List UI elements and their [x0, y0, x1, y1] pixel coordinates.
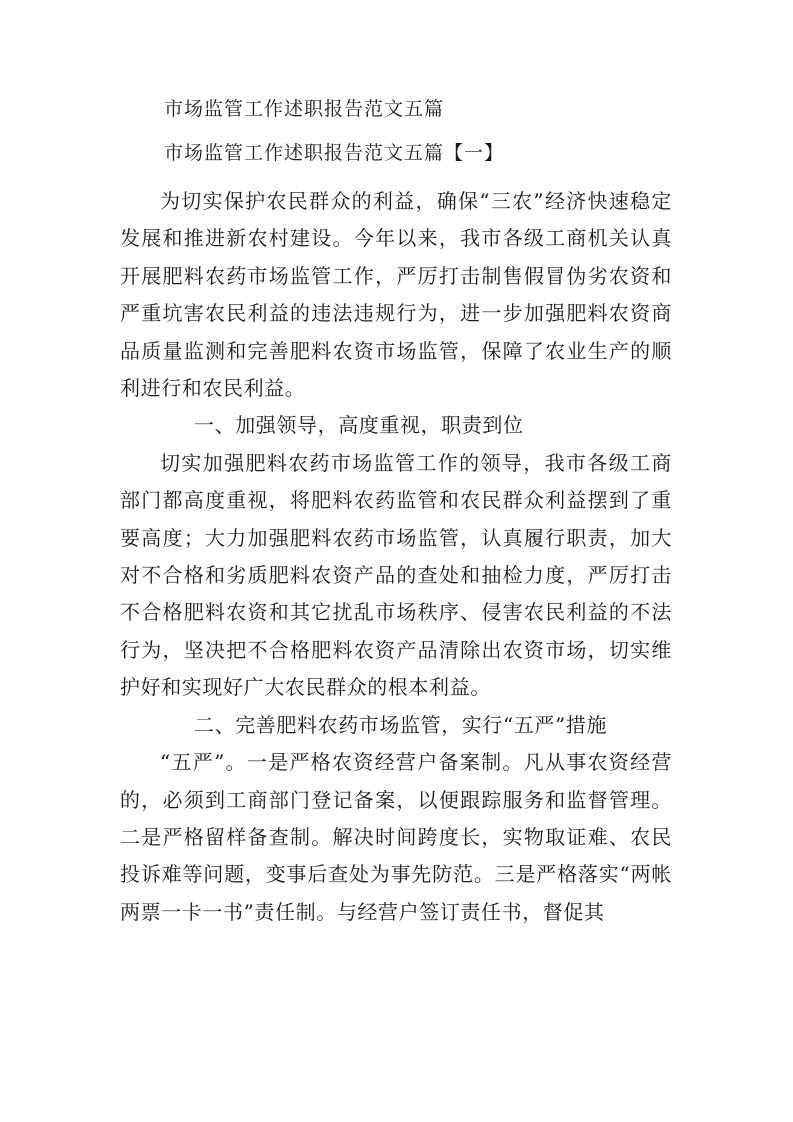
- document-subtitle: 市场监管工作述职报告范文五篇【一】: [164, 142, 505, 164]
- paragraph-section-1: 切实加强肥料农药市场监管工作的领导，我市各级工商部门都高度重视，将肥料农药监管和农民群众利益摆到了重要高度；大力加强肥料农药市场监管，认真履行职责，加大对不合格和劣质肥料农资产品的查处和抽检力度，严厉打击不合格肥料农资和其它扰乱市场秩序、侵害农民利益的不法行为，坚决把不合格肥料农资产品清除出农资市场，切实维护好和实现好广大农民群众的根本利益。: [120, 450, 672, 700]
- paragraph-intro: 为切实保护农民群众的利益，确保“三农”经济快速稳定发展和推进新农村建设。今年以来，我市各级工商机关认真开展肥料农药市场监管工作，严厉打击制售假冒伪劣农资和严重坑害农民利益的违法违规行为，进一步加强肥料农资商品质量监测和完善肥料农资市场监管，保障了农业生产的顺利进行和农民利益。: [120, 189, 672, 401]
- section-heading-2: 二、完善肥料农药市场监管，实行“五严”措施: [194, 712, 608, 737]
- paragraph-section-2: “五严”。一是严格农资经营户备案制。凡从事农资经营的，必须到工商部门登记备案，以便跟踪服务和监督管理。二是严格留样备查制。解决时间跨度长，实物取证难、农民投诉难等问题，变事后查处为事先防范。三是严格落实“两帐两票一卡一书”责任制。与经营户签订责任书，督促其: [120, 750, 672, 924]
- document-title: 市场监管工作述职报告范文五篇: [164, 98, 445, 120]
- document-body: [120, 183, 672, 931]
- section-heading-1: 一、加强领导，高度重视，职责到位: [194, 413, 524, 438]
